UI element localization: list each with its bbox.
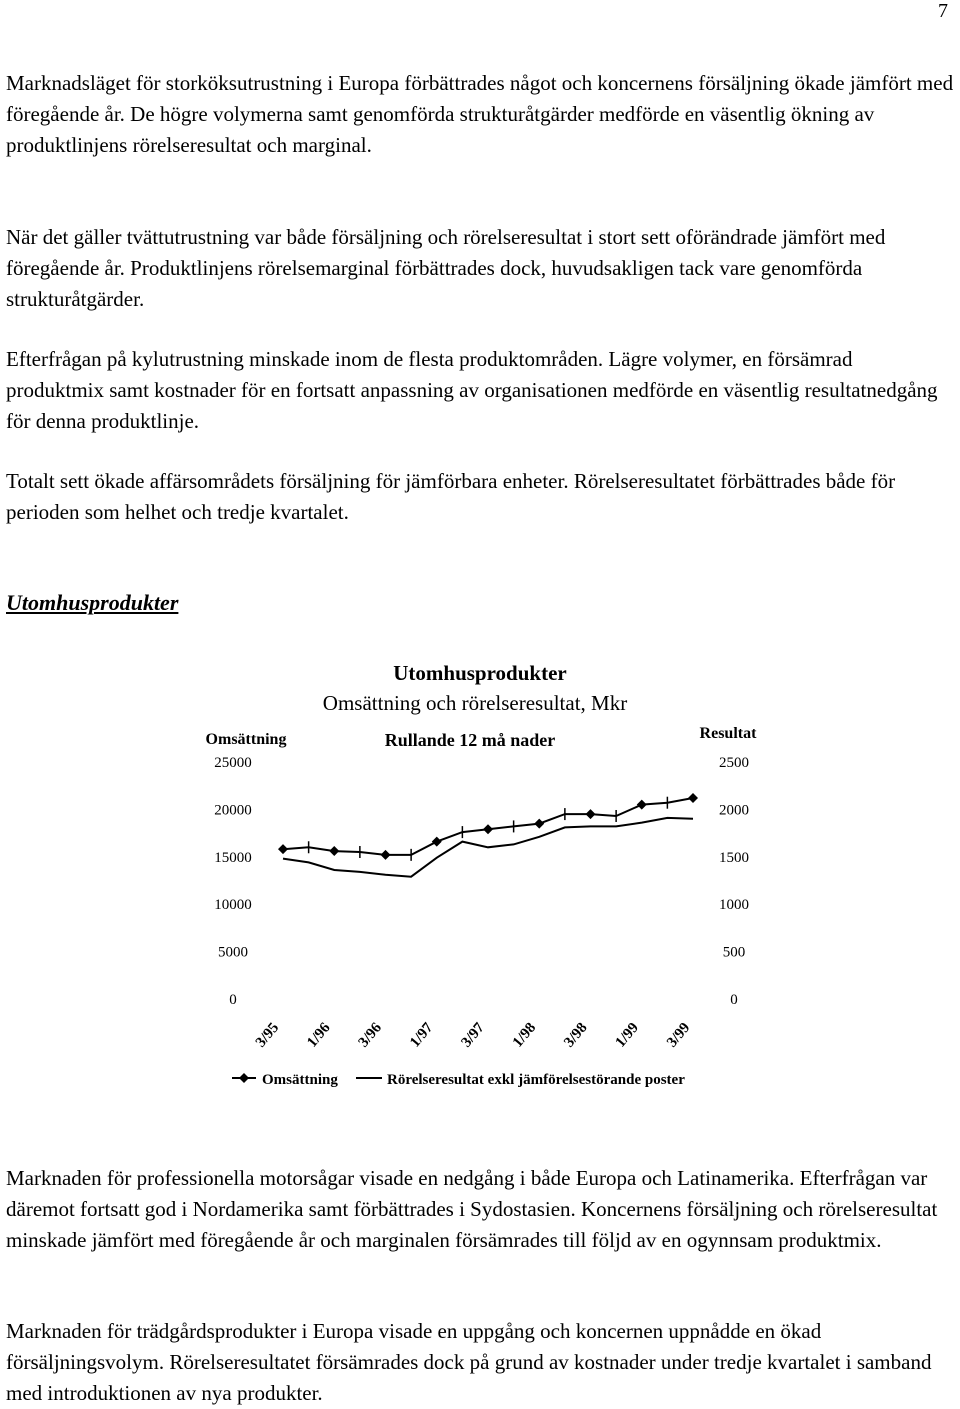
- x-tick-label: 1/97: [407, 1019, 437, 1051]
- omsattning-marker: [586, 809, 596, 819]
- right-tick-label: 2500: [719, 755, 749, 771]
- x-tick-label: 3/99: [664, 1019, 694, 1051]
- paragraph-motorsagar: Marknaden för professionella motorsågar visade en nedgång i både Europa och Latinamerika. Efterfrågan var däremot fortsatt god i Nordamerika samt förbättrades i Sydostasien. Koncernens försäljning och rörelseresultat minskade jämfört med föregående år och marginalen försämrades till följd av en ogynnsam produktmix.: [6, 1166, 938, 1252]
- paragraph-totalt: Totalt sett ökade affärsområdets försäljning för jämförbara enheter. Rörelseresultatet förbättrades både för perioden som helhet och tredje kvartalet.: [6, 469, 896, 524]
- chart-annotation: Rullande 12 må nader: [384, 730, 556, 750]
- left-tick-label: 0: [229, 992, 237, 1008]
- left-tick-label: 10000: [214, 897, 252, 914]
- chart-subtitle: Omsättning och rörelseresultat, Mkr: [322, 691, 628, 715]
- paragraph-kyl: Efterfrågan på kylutrustning minskade inom de flesta produktområden. Lägre volymer, en försämrad produktmix samt kostnader för en fortsatt anpassning av organisationen medförde en väsentlig resultatnedgång för denna produktlinje.: [6, 347, 938, 433]
- omsattning-marker: [637, 800, 647, 810]
- right-tick-label: 2000: [719, 802, 749, 819]
- omsattning-marker: [278, 844, 288, 854]
- x-tick-label: 3/98: [561, 1019, 591, 1051]
- left-tick-label: 25000: [214, 755, 252, 771]
- omsattning-marker: [432, 837, 442, 847]
- x-tick-label: 1/98: [509, 1019, 540, 1051]
- legend-label-resultat: Rörelseresultat exkl jämförelsestörande poster: [387, 1072, 685, 1088]
- left-tick-label: 20000: [214, 802, 252, 819]
- omsattning-marker: [381, 850, 391, 860]
- right-tick-label: 1500: [719, 849, 749, 866]
- right-tick-label: 500: [722, 944, 746, 961]
- x-tick-label: 1/96: [304, 1019, 334, 1051]
- x-tick-label: 1/99: [612, 1019, 643, 1051]
- section-heading: Utomhusprodukter: [6, 590, 179, 615]
- line-chart: [0, 640, 960, 1100]
- x-tick-label: 3/97: [458, 1019, 488, 1051]
- right-tick-label: 0: [730, 992, 738, 1008]
- paragraph-storkok: Marknadsläget för storköksutrustning i Europa förbättrades något och koncernens försäljning ökade jämfört med föregående år. De högre volymerna samt genomförda strukturåtgärder medförde en väsentlig ökning av produktlinjens rörelseresultat och marginal.: [6, 71, 954, 157]
- page-number: 7: [938, 0, 948, 22]
- left-tick-label: 15000: [214, 849, 252, 866]
- right-axis-label: Resultat: [699, 725, 757, 742]
- right-tick-label: 1000: [719, 897, 749, 914]
- paragraph-tvatt: När det gäller tvättutrustning var både försäljning och rörelseresultat i stort sett oförändrade jämfört med föregående år. Produktlinjens rörelsemarginal förbättrades dock, huvudsakligen tack vare genomförda strukturåtgärder.: [6, 225, 886, 311]
- x-tick-label: 3/96: [355, 1019, 386, 1051]
- legend-label-omsattning: Omsättning: [262, 1072, 338, 1088]
- omsattning-marker: [534, 819, 544, 829]
- legend-marker-omsattning: [239, 1073, 249, 1083]
- omsattning-marker: [483, 824, 493, 834]
- x-tick-label: 3/95: [252, 1019, 283, 1051]
- chart-title: Utomhusprodukter: [393, 661, 567, 685]
- omsattning-marker: [329, 846, 339, 856]
- left-tick-label: 5000: [218, 944, 248, 961]
- left-axis-label: Omsättning: [205, 731, 287, 748]
- omsattning-marker: [688, 793, 698, 803]
- paragraph-tradgard: Marknaden för trädgårdsprodukter i Europa visade en uppgång och koncernen uppnådde en ökad försäljningsvolym. Rörelseresultatet försämrades dock på grund av kostnader under tredje kvartalet i samband med introduktionen av nya produkter.: [6, 1319, 932, 1405]
